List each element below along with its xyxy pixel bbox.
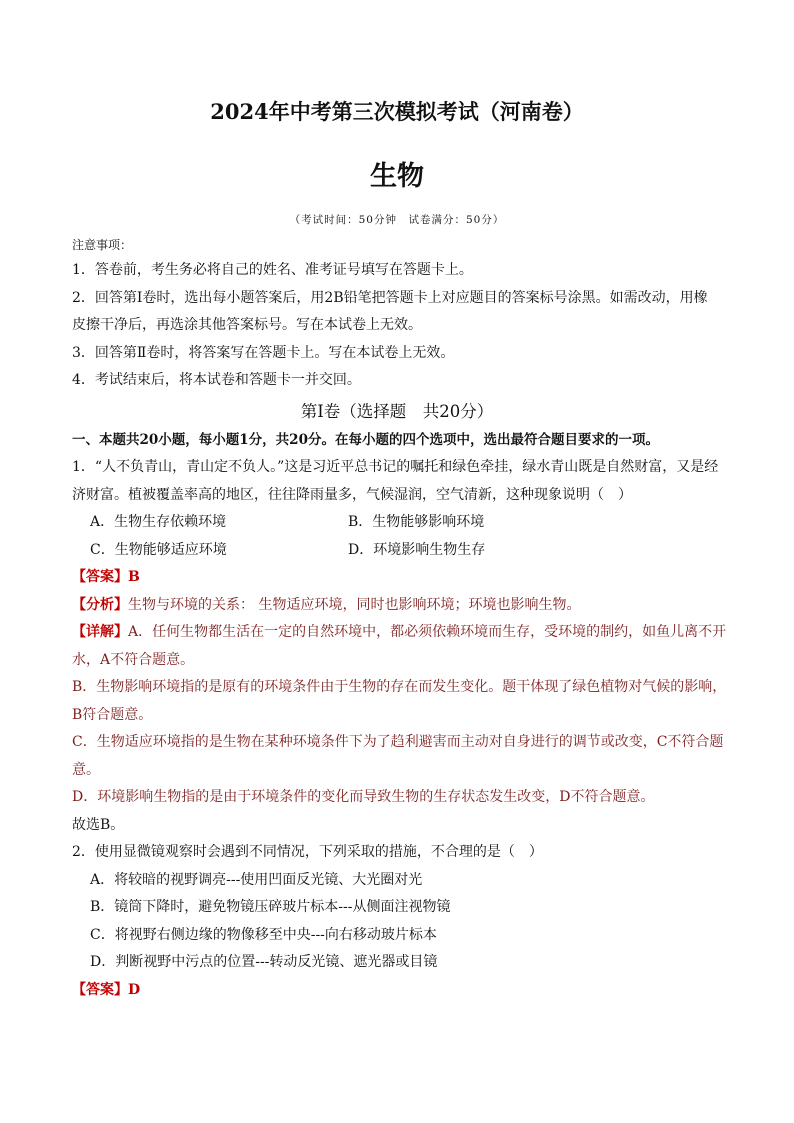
question-2-answer	[72, 977, 722, 1005]
question-1-options-row	[72, 509, 722, 537]
answer-value: B	[128, 569, 140, 585]
question-1-stem-line: 1．“人不负青山，青山定不负人。”这是习近平总书记的嘱托和绿色牵挂，绿水青山既是自然财富，又是经	[72, 459, 719, 475]
question-2-stem: 2．使用显微镜观察时会遇到不同情况，下列采取的措施，不合理的是（ ）	[72, 844, 543, 860]
note-item: 皮擦干净后，再选涂其他答案标号。写在本试卷上无效。	[72, 317, 422, 333]
note-item: 2．回答第Ⅰ卷时，选出每小题答案后，用2B铅笔把答题卡上对应题目的答案标号涂黑。如需改动，用橡	[72, 289, 708, 306]
question-1-options-row	[72, 537, 722, 565]
exam-info: （考试时间：50分钟 试卷满分：50分）	[289, 214, 505, 226]
option-a: A．将较暗的视野调亮---使用凹面反光镜、大光圈对光	[90, 871, 423, 888]
answer-label: 【答案】	[72, 981, 128, 998]
question-1-analysis	[72, 592, 722, 620]
question-1-stem-line: 济财富。植被覆盖率高的地区，往往降雨量多，气候湿润，空气清新，这种现象说明（ ）	[72, 486, 632, 503]
analysis-label: 【分析】	[72, 596, 128, 613]
detail-line: C．生物适应环境指的是生物在某种环境条件下为了趋利避害而主动对自身进行的调节或改变，C不符合题	[72, 734, 724, 750]
option-b: B．镜筒下降时，避免物镜压碎玻片标本---从侧面注视物镜	[90, 899, 451, 915]
question-1-answer	[72, 564, 722, 592]
question-1-conclusion: 故选B。	[72, 816, 125, 833]
notes-heading: 注意事项：	[72, 238, 133, 252]
detail-line: 意。	[72, 761, 100, 778]
option-b: B．生物能够影响环境	[348, 514, 485, 530]
detail-line: B符合题意。	[72, 706, 153, 723]
option-a: A．生物生存依赖环境	[90, 514, 227, 530]
note-item: 3．回答第Ⅱ卷时，将答案写在答题卡上。写在本试卷上无效。	[72, 344, 455, 361]
analysis-text: 生物与环境的关系： 生物适应环境，同时也影响环境；环境也影响生物。	[128, 596, 581, 613]
detail-line: B．生物影响环境指的是原有的环境条件由于生物的存在而发生变化。题干体现了绿色植物对气候的影响，	[72, 679, 727, 695]
answer-label: 【答案】	[72, 569, 128, 585]
note-item: 4．考试结束后，将本试卷和答题卡一并交回。	[72, 372, 361, 388]
option-d: D．判断视野中污点的位置---转动反光镜、遮光器或目镜	[90, 954, 438, 970]
section-instruction: 一、本题共20小题，每小题1分，共20分。在每小题的四个选项中，选出最符合题目要求的一项。	[72, 431, 659, 448]
exam-title: 2024年中考第三次模拟考试（河南卷）	[210, 99, 584, 124]
option-d: D．环境影响生物生存	[348, 541, 486, 558]
detail-line: D．环境影响生物指的是由于环境条件的变化而导致生物的生存状态发生改变，D不符合题意。	[72, 789, 655, 805]
detail-label: 【详解】	[72, 624, 128, 640]
note-item: 1．答卷前，考生务必将自己的姓名、准考证号填写在答题卡上。	[72, 262, 473, 278]
answer-value: D	[128, 981, 141, 998]
detail-line: 水，A不符合题意。	[72, 651, 195, 668]
question-1-detail	[72, 619, 727, 647]
option-c: C．生物能够适应环境	[90, 541, 227, 558]
detail-line: A．任何生物都生活在一定的自然环境中，都必须依赖环境而生存，受环境的制约，如鱼儿离不开	[128, 624, 727, 640]
option-c: C．将视野右侧边缘的物像移至中央---向右移动玻片标本	[90, 926, 437, 943]
subject-title: 生物	[370, 161, 424, 192]
section-title: 第Ⅰ卷（选择题 共20分）	[300, 401, 494, 421]
